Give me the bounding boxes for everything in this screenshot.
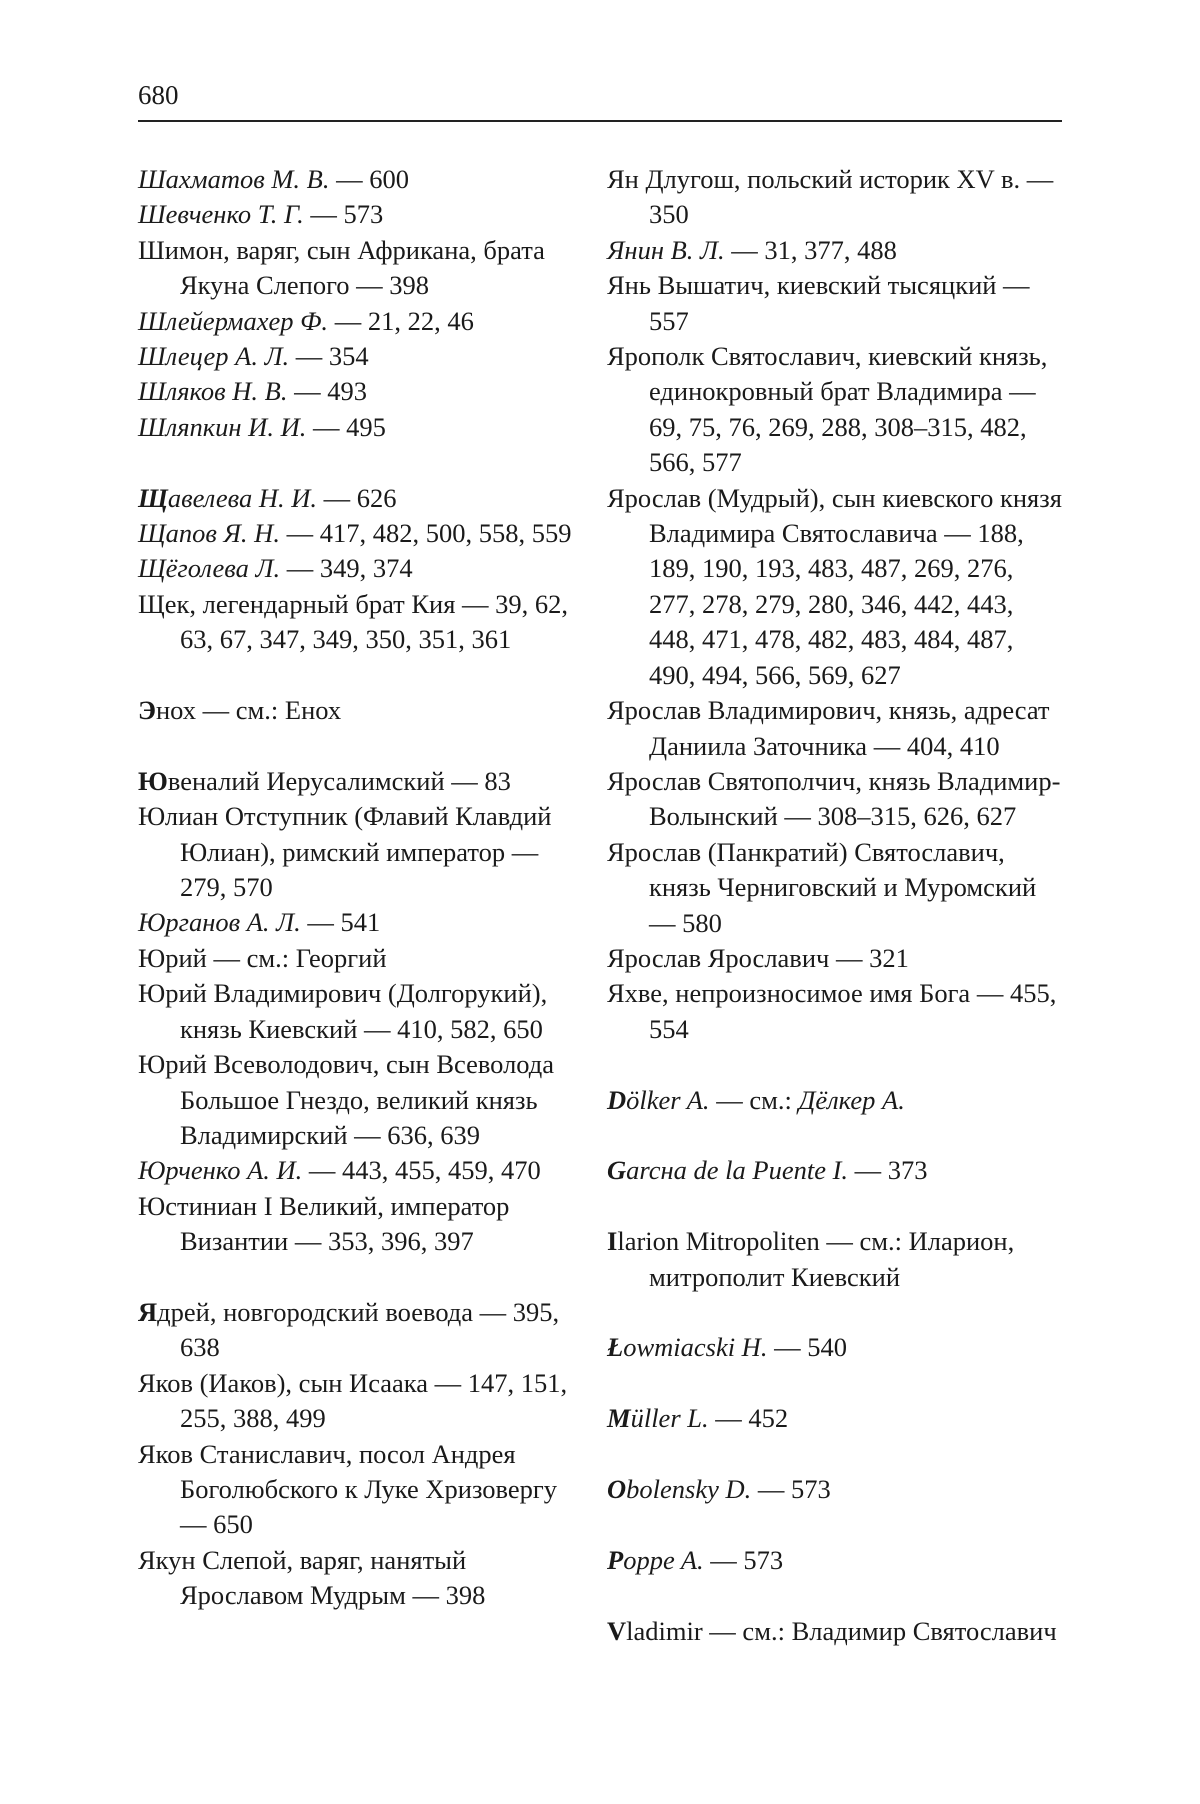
index-entry [138, 799, 584, 905]
index-entry [607, 1472, 1062, 1507]
entry-initial-letter: P [607, 1544, 624, 1575]
index-entry [138, 587, 584, 658]
entry-text: Яхве, непроизносимое имя Бога — 455, 554 [607, 978, 1057, 1044]
index-entry [138, 941, 584, 976]
entry-text: — 373 [848, 1155, 928, 1186]
entry-author-name: oppe A. [623, 1544, 704, 1575]
entry-author-name: Дёлкер А. [798, 1084, 905, 1115]
letter-group-gap [607, 1507, 1062, 1542]
index-entry [138, 233, 584, 304]
entry-author-name: arcнa de la Puente I. [626, 1155, 849, 1186]
entry-text: Ярослав Святополчич, князь Владимир-Волынский — 308–315, 626, 627 [607, 765, 1061, 832]
entry-text: Янь Вышатич, киевский тысяцкий — 557 [607, 270, 1030, 336]
entry-author-name: авелева Н. И. [167, 482, 318, 513]
index-entry [607, 693, 1062, 764]
index-entry [607, 835, 1062, 941]
index-entry [138, 481, 584, 516]
entry-initial-letter: Ю [138, 765, 168, 796]
index-entry [138, 905, 584, 940]
entry-author-name: Щёголева Л. [138, 553, 281, 584]
entry-author-name: ölker A. [626, 1084, 710, 1115]
index-entry [138, 339, 584, 374]
entry-text: Ярослав (Мудрый), сын киевского князя Владимира Святославича — 188, 189, 190, 193, 483, 487, 269, 276, 277, 278, 279, 280, 346, 442, 443, 448, 471, 478, 482, 483, 484, 487, 490, 494, 566, 569, 627 [607, 482, 1062, 690]
letter-group-gap [607, 1047, 1062, 1082]
index-entry [138, 1543, 584, 1614]
index-entry [607, 1330, 1062, 1365]
entry-text: Ярополк Святославич, киевский князь, единокровный брат Владимира — 69, 75, 76, 269, 288, 308–315, 482, 566, 577 [607, 341, 1048, 478]
index-entry [607, 941, 1062, 976]
index-column-right [607, 162, 1062, 1649]
entry-text: — 354 [289, 341, 369, 372]
entry-author-name: Юрганов А. Л. [138, 907, 301, 938]
index-entry [607, 764, 1062, 835]
entry-initial-letter: V [607, 1615, 627, 1646]
index-entry [607, 1083, 1062, 1118]
index-entry [138, 1047, 584, 1153]
entry-author-name: Шлейермахер Ф. [138, 305, 329, 336]
entry-author-name: üller L. [630, 1403, 709, 1434]
header-rule [138, 120, 1062, 122]
index-entry [138, 304, 584, 339]
entry-text: — 443, 455, 459, 470 [302, 1155, 541, 1186]
entry-author-name: Шлецер А. Л. [138, 341, 290, 372]
index-entry [138, 693, 584, 728]
index-entry [607, 339, 1062, 481]
entry-text: ladimir — см.: Владимир Святославич [626, 1615, 1057, 1646]
entry-author-name: owmiacski H. [623, 1332, 768, 1363]
entry-author-name: Шляков Н. В. [138, 376, 288, 407]
index-entry [138, 1295, 584, 1366]
entry-text: Якун Слепой, варяг, нанятый Ярославом Мудрым — 398 [138, 1544, 486, 1611]
entry-initial-letter: D [607, 1084, 627, 1115]
letter-group-gap [138, 445, 584, 480]
letter-group-gap [607, 1295, 1062, 1330]
letter-group-gap [138, 728, 584, 763]
index-entry [138, 197, 584, 232]
index-column-left [138, 162, 584, 1614]
entry-text: — 600 [329, 164, 409, 194]
entry-text: — 573 [303, 199, 384, 230]
entry-text: — 417, 482, 500, 558, 559 [279, 518, 572, 549]
entry-author-name: Юрченко А. И. [138, 1155, 303, 1186]
entry-text: Шимон, варяг, сын Африкана, брата Якуна Слепого — 398 [138, 234, 545, 301]
entry-text: — 349, 374 [280, 553, 413, 584]
letter-group-gap [138, 658, 584, 693]
entry-text: Юрий Владимирович (Долгорукий), князь Киевский — 410, 582, 650 [138, 978, 548, 1044]
entry-text: веналий Иерусалимский — 83 [167, 765, 511, 796]
entry-author-name: Щапов Я. Н. [138, 518, 280, 549]
entry-text: — 493 [287, 376, 367, 407]
entry-text: Юрий — см.: Георгий [138, 942, 387, 973]
entry-author-name: Янин В. Л. [607, 234, 725, 265]
entry-text: Юстиниан I Великий, император Византии — 353, 396, 397 [138, 1190, 510, 1257]
index-entry [138, 516, 584, 551]
entry-text: Юлиан Отступник (Флавий Клавдий Юлиан), римский император — 279, 570 [138, 801, 552, 903]
entry-text: — 573 [751, 1473, 831, 1504]
entry-initial-letter: Я [138, 1296, 158, 1327]
index-entry [607, 976, 1062, 1047]
entry-text: — 541 [300, 907, 381, 938]
index-entry [138, 551, 584, 586]
entry-text: Ярослав (Панкратий) Святославич, князь Черниговский и Муромский — 580 [607, 836, 1037, 938]
entry-author-name: Шевченко Т. Г. [138, 199, 304, 230]
index-entry [138, 410, 584, 445]
letter-group-gap [607, 1118, 1062, 1153]
entry-text: Ярослав Владимирович, князь, адресат Даниила Заточника — 404, 410 [607, 695, 1050, 761]
entry-text: — 495 [306, 411, 386, 442]
letter-group-gap [607, 1437, 1062, 1472]
letter-group-gap [607, 1366, 1062, 1401]
entry-initial-letter: I [607, 1226, 618, 1257]
index-entry [138, 374, 584, 409]
entry-initial-letter: G [607, 1155, 627, 1186]
page-number: 680 [138, 80, 179, 110]
entry-author-name: bolensky D. [626, 1473, 752, 1504]
index-entry [607, 481, 1062, 693]
entry-text: Щек, легендарный брат Кия — 39, 62, 63, 67, 347, 349, 350, 351, 361 [138, 588, 569, 655]
entry-text: Яков Станиславич, посол Андрея Боголюбского к Луке Хризовергу — 650 [138, 1438, 557, 1540]
index-entry [138, 1153, 584, 1188]
entry-author-name: Шляпкин И. И. [138, 411, 307, 442]
index-entry [138, 1437, 584, 1543]
index-entry [138, 162, 584, 197]
entry-text: Ян Длугош, польский историк XV в. — 350 [607, 164, 1054, 230]
index-entry [607, 162, 1062, 233]
index-entry [138, 764, 584, 799]
letter-group-gap [138, 1260, 584, 1295]
entry-text: — 626 [317, 482, 397, 513]
index-entry [138, 1189, 584, 1260]
entry-text: — 573 [703, 1544, 784, 1575]
index-entry [607, 1153, 1062, 1188]
entry-text: — см.: [709, 1084, 799, 1115]
entry-text: дрей, новгородский воевода — 395, 638 [157, 1296, 560, 1363]
entry-initial-letter: M [607, 1403, 631, 1434]
index-entry [138, 976, 584, 1047]
letter-group-gap [607, 1189, 1062, 1224]
entry-initial-letter: Э [138, 695, 156, 726]
index-entry [607, 268, 1062, 339]
index-entry [607, 233, 1062, 268]
entry-text: larion Mitropoliten — см.: Иларион, митрополит Киевский [617, 1226, 1015, 1292]
entry-initial-letter: O [607, 1473, 627, 1504]
entry-text: — 21, 22, 46 [328, 305, 474, 336]
letter-group-gap [607, 1578, 1062, 1613]
index-entry [607, 1401, 1062, 1436]
entry-initial-letter: Щ [138, 482, 168, 513]
index-entry [607, 1224, 1062, 1295]
index-entry [138, 1366, 584, 1437]
index-entry [607, 1614, 1062, 1649]
entry-text: Ярослав Ярославич — 321 [607, 942, 909, 973]
entry-text: — 540 [767, 1332, 847, 1363]
entry-text: — 31, 377, 488 [724, 234, 897, 265]
entry-author-name: Шахматов М. В. [138, 164, 330, 194]
entry-text: нох — см.: Енох [155, 695, 342, 726]
entry-text: — 452 [708, 1403, 789, 1434]
entry-initial-letter: Ł [607, 1332, 624, 1363]
index-entry [607, 1543, 1062, 1578]
entry-text: Яков (Иаков), сын Исаака — 147, 151, 255, 388, 499 [138, 1367, 568, 1434]
entry-text: Юрий Всеволодович, сын Всеволода Большое Гнездо, великий князь Владимирский — 636, 639 [138, 1049, 555, 1150]
